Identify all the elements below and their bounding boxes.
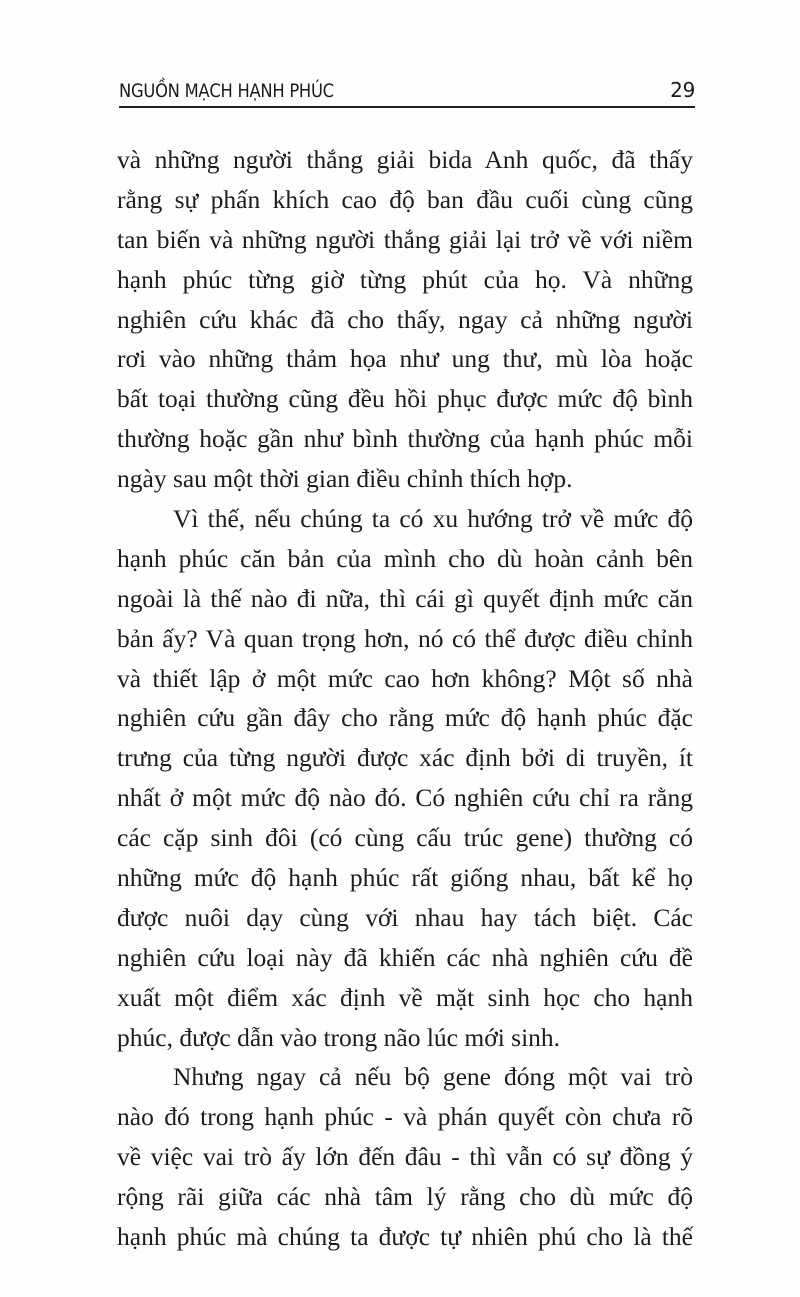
text-line: nghiên cứu gần đây cho rằng mức độ hạnh phúc đặc <box>117 703 693 733</box>
text-line: ngoài là thế nào đi nữa, thì cái gì quyết định mức căn <box>117 583 693 613</box>
running-header-title: NGUỒN MẠCH HẠNH PHÚC <box>119 80 334 102</box>
paragraph <box>117 1057 693 1256</box>
text-line: Vì thế, nếu chúng ta có xu hướng trở về mức độ <box>173 504 693 534</box>
text-line: bản ấy? Và quan trọng hơn, nó có thể được điều chỉnh <box>117 623 693 653</box>
text-line: rộng rãi giữa các nhà tâm lý rằng cho dù mức độ <box>117 1182 693 1212</box>
text-line: xuất một điểm xác định về mặt sinh học cho hạnh <box>117 982 693 1012</box>
text-line: rơi vào những thảm họa như ung thư, mù lòa hoặc <box>117 344 693 374</box>
text-line: về việc vai trò ấy lớn đến đâu - thì vẫn có sự đồng ý <box>117 1142 693 1172</box>
body-text <box>117 140 693 1257</box>
text-line: nào đó trong hạnh phúc - và phán quyết còn chưa rõ <box>117 1102 693 1132</box>
text-line: và những người thắng giải bida Anh quốc, đã thấy <box>117 145 693 174</box>
text-line: hạnh phúc căn bản của mình cho dù hoàn cảnh bên <box>117 543 693 573</box>
text-line: hạnh phúc mà chúng ta được tự nhiên phú cho là thế <box>117 1222 693 1252</box>
running-header <box>119 78 695 108</box>
text-line: nhất ở một mức độ nào đó. Có nghiên cứu chỉ ra rằng <box>117 783 693 813</box>
text-line: tan biến và những người thắng giải lại trở về với niềm <box>117 224 693 254</box>
text-line: nghiên cứu loại này đã khiến các nhà nghiên cứu đề <box>117 942 693 972</box>
text-line: thường hoặc gần như bình thường của hạnh phúc mỗi <box>117 424 693 454</box>
text-line: các cặp sinh đôi (có cùng cấu trúc gene) thường có <box>117 823 693 853</box>
text-line: những mức độ hạnh phúc rất giống nhau, bất kể họ <box>117 863 693 893</box>
text-line: nghiên cứu khác đã cho thấy, ngay cả những người <box>117 304 693 334</box>
text-line: rằng sự phấn khích cao độ ban đầu cuối cùng cũng <box>117 184 693 214</box>
text-line: Nhưng ngay cả nếu bộ gene đóng một vai trò <box>173 1062 693 1092</box>
text-line: phúc, được dẫn vào trong não lúc mới sinh. <box>117 1022 561 1052</box>
text-line: ngày sau một thời gian điều chỉnh thích hợp. <box>117 464 573 494</box>
page-number: 29 <box>670 78 695 102</box>
text-line: trưng của từng người được xác định bởi di truyền, ít <box>117 743 693 773</box>
text-line: bất toại thường cũng đều hồi phục được mức độ bình <box>117 384 693 414</box>
text-line: hạnh phúc từng giờ từng phút của họ. Và những <box>117 264 693 294</box>
paragraph <box>117 140 693 499</box>
text-line: và thiết lập ở một mức cao hơn không? Một số nhà <box>117 663 693 693</box>
paragraph <box>117 499 693 1057</box>
text-line: được nuôi dạy cùng với nhau hay tách biệt. Các <box>117 902 693 932</box>
